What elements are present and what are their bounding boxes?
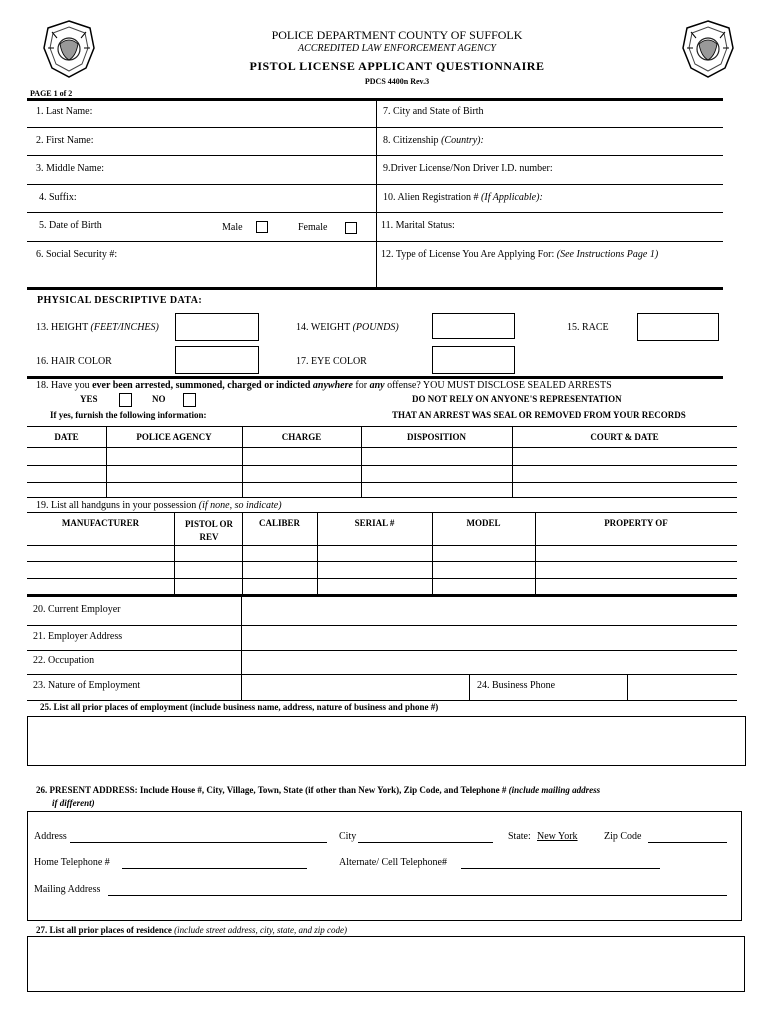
home-phone-field[interactable] <box>122 857 307 869</box>
police-seal-left-icon <box>40 18 98 80</box>
agency-subtitle: ACCREDITED LAW ENFORCEMENT AGENCY <box>298 43 496 54</box>
col-court-date: COURT & DATE <box>590 432 659 442</box>
eye-color-field[interactable] <box>432 346 515 374</box>
police-seal-right-icon <box>679 18 737 80</box>
prior-residence-label: 27. List all prior places of residence (include street address, city, state, and zip code) <box>36 925 347 935</box>
first-name-label: 2. First Name: <box>36 135 94 146</box>
height-field[interactable] <box>175 313 259 341</box>
home-phone-label: Home Telephone # <box>34 857 110 868</box>
last-name-label: 1. Last Name: <box>36 106 93 117</box>
col-disposition: DISPOSITION <box>406 432 467 442</box>
suffix-label: 4. Suffix: <box>39 192 77 203</box>
no-label: NO <box>152 394 166 404</box>
form-title: PISTOL LICENSE APPLICANT QUESTIONNAIRE <box>249 59 545 73</box>
department-title: POLICE DEPARTMENT COUNTY OF SUFFOLK <box>271 28 523 42</box>
marital-status-label: 11. Marital Status: <box>381 220 455 231</box>
hair-color-field[interactable] <box>175 346 259 374</box>
license-type-label: 12. Type of License You Are Applying For: (See Instructions Page 1) <box>381 249 659 260</box>
page-number: PAGE 1 of 2 <box>30 89 73 98</box>
driver-license-label: 9.Driver License/Non Driver I.D. number: <box>383 163 553 174</box>
col-serial: SERIAL # <box>354 518 395 528</box>
zip-label: Zip Code <box>604 831 642 842</box>
race-field[interactable] <box>637 313 719 341</box>
citizenship-label: 8. Citizenship (Country): <box>383 135 484 146</box>
middle-name-label: 3. Middle Name: <box>36 163 105 174</box>
col-property-of: PROPERTY OF <box>604 518 668 528</box>
male-label: Male <box>222 222 243 233</box>
male-checkbox[interactable] <box>256 221 268 233</box>
arrest-question: 18. Have you ever been arrested, summoned, charged or indicted anywhere for any offense? YOU MUST DISCLOSE SEALED ARRESTS <box>36 380 612 391</box>
prior-residence-field[interactable] <box>27 936 745 992</box>
col-model: MODEL <box>466 518 501 528</box>
dob-label: 5. Date of Birth <box>39 220 102 231</box>
yes-label: YES <box>80 394 98 404</box>
if-yes-label: If yes, furnish the following information: <box>50 410 207 420</box>
birthplace-label: 7. City and State of Birth <box>383 106 484 117</box>
col-charge: CHARGE <box>281 432 322 442</box>
col-manufacturer: MANUFACTURER <box>61 518 140 528</box>
present-address-note: if different) <box>52 798 95 808</box>
current-employer-label: 20. Current Employer <box>33 604 121 615</box>
col-police-agency: POLICE AGENCY <box>136 432 212 442</box>
zip-field[interactable] <box>648 831 727 843</box>
col-date: DATE <box>54 432 79 442</box>
address-label: Address <box>34 831 67 842</box>
col-pistol-or-rev: PISTOL OR REV <box>184 519 234 542</box>
alt-phone-label: Alternate/ Cell Telephone# <box>339 857 447 868</box>
weight-label: 14. WEIGHT (POUNDS) <box>296 322 399 333</box>
warning-line2: THAT AN ARREST WAS SEAL OR REMOVED FROM YOUR RECORDS <box>392 410 686 420</box>
handguns-question: 19. List all handguns in your possession (if none, so indicate) <box>36 500 282 511</box>
height-label: 13. HEIGHT (FEET/INCHES) <box>36 322 159 333</box>
state-label: State: <box>508 831 531 842</box>
arrest-yes-checkbox[interactable] <box>119 393 132 407</box>
warning-line1: DO NOT RELY ON ANYONE'S REPRESENTATION <box>412 394 622 404</box>
female-checkbox[interactable] <box>345 222 357 234</box>
nature-of-employment-label: 23. Nature of Employment <box>33 680 141 691</box>
mailing-address-field[interactable] <box>108 884 727 896</box>
alien-registration-label: 10. Alien Registration # (If Applicable): <box>383 192 543 203</box>
eye-color-label: 17. EYE COLOR <box>296 356 367 367</box>
address-field[interactable] <box>70 831 327 843</box>
hair-color-label: 16. HAIR COLOR <box>36 356 112 367</box>
alt-phone-field[interactable] <box>461 857 660 869</box>
ssn-label: 6. Social Security #: <box>36 249 118 260</box>
present-address-heading: 26. PRESENT ADDRESS: Include House #, City, Village, Town, State (if other than New York), Zip Code, and Telephone # (include mailing address <box>36 785 601 795</box>
prior-employment-label: 25. List all prior places of employment (include business name, address, nature of business and phone #) <box>40 702 439 712</box>
city-label: City <box>339 831 357 842</box>
female-label: Female <box>298 222 328 233</box>
city-field[interactable] <box>358 831 493 843</box>
form-code: PDCS 4400n Rev.3 <box>364 77 430 86</box>
physical-heading: PHYSICAL DESCRIPTIVE DATA: <box>37 295 203 306</box>
employer-address-label: 21. Employer Address <box>33 631 123 642</box>
prior-employment-field[interactable] <box>27 716 746 766</box>
weight-field[interactable] <box>432 313 515 339</box>
business-phone-label: 24. Business Phone <box>477 680 556 691</box>
col-caliber: CALIBER <box>258 518 300 528</box>
mailing-address-label: Mailing Address <box>34 884 101 895</box>
occupation-label: 22. Occupation <box>33 655 95 666</box>
arrest-no-checkbox[interactable] <box>183 393 196 407</box>
state-value[interactable]: New York <box>537 831 578 842</box>
race-label: 15. RACE <box>567 322 609 333</box>
